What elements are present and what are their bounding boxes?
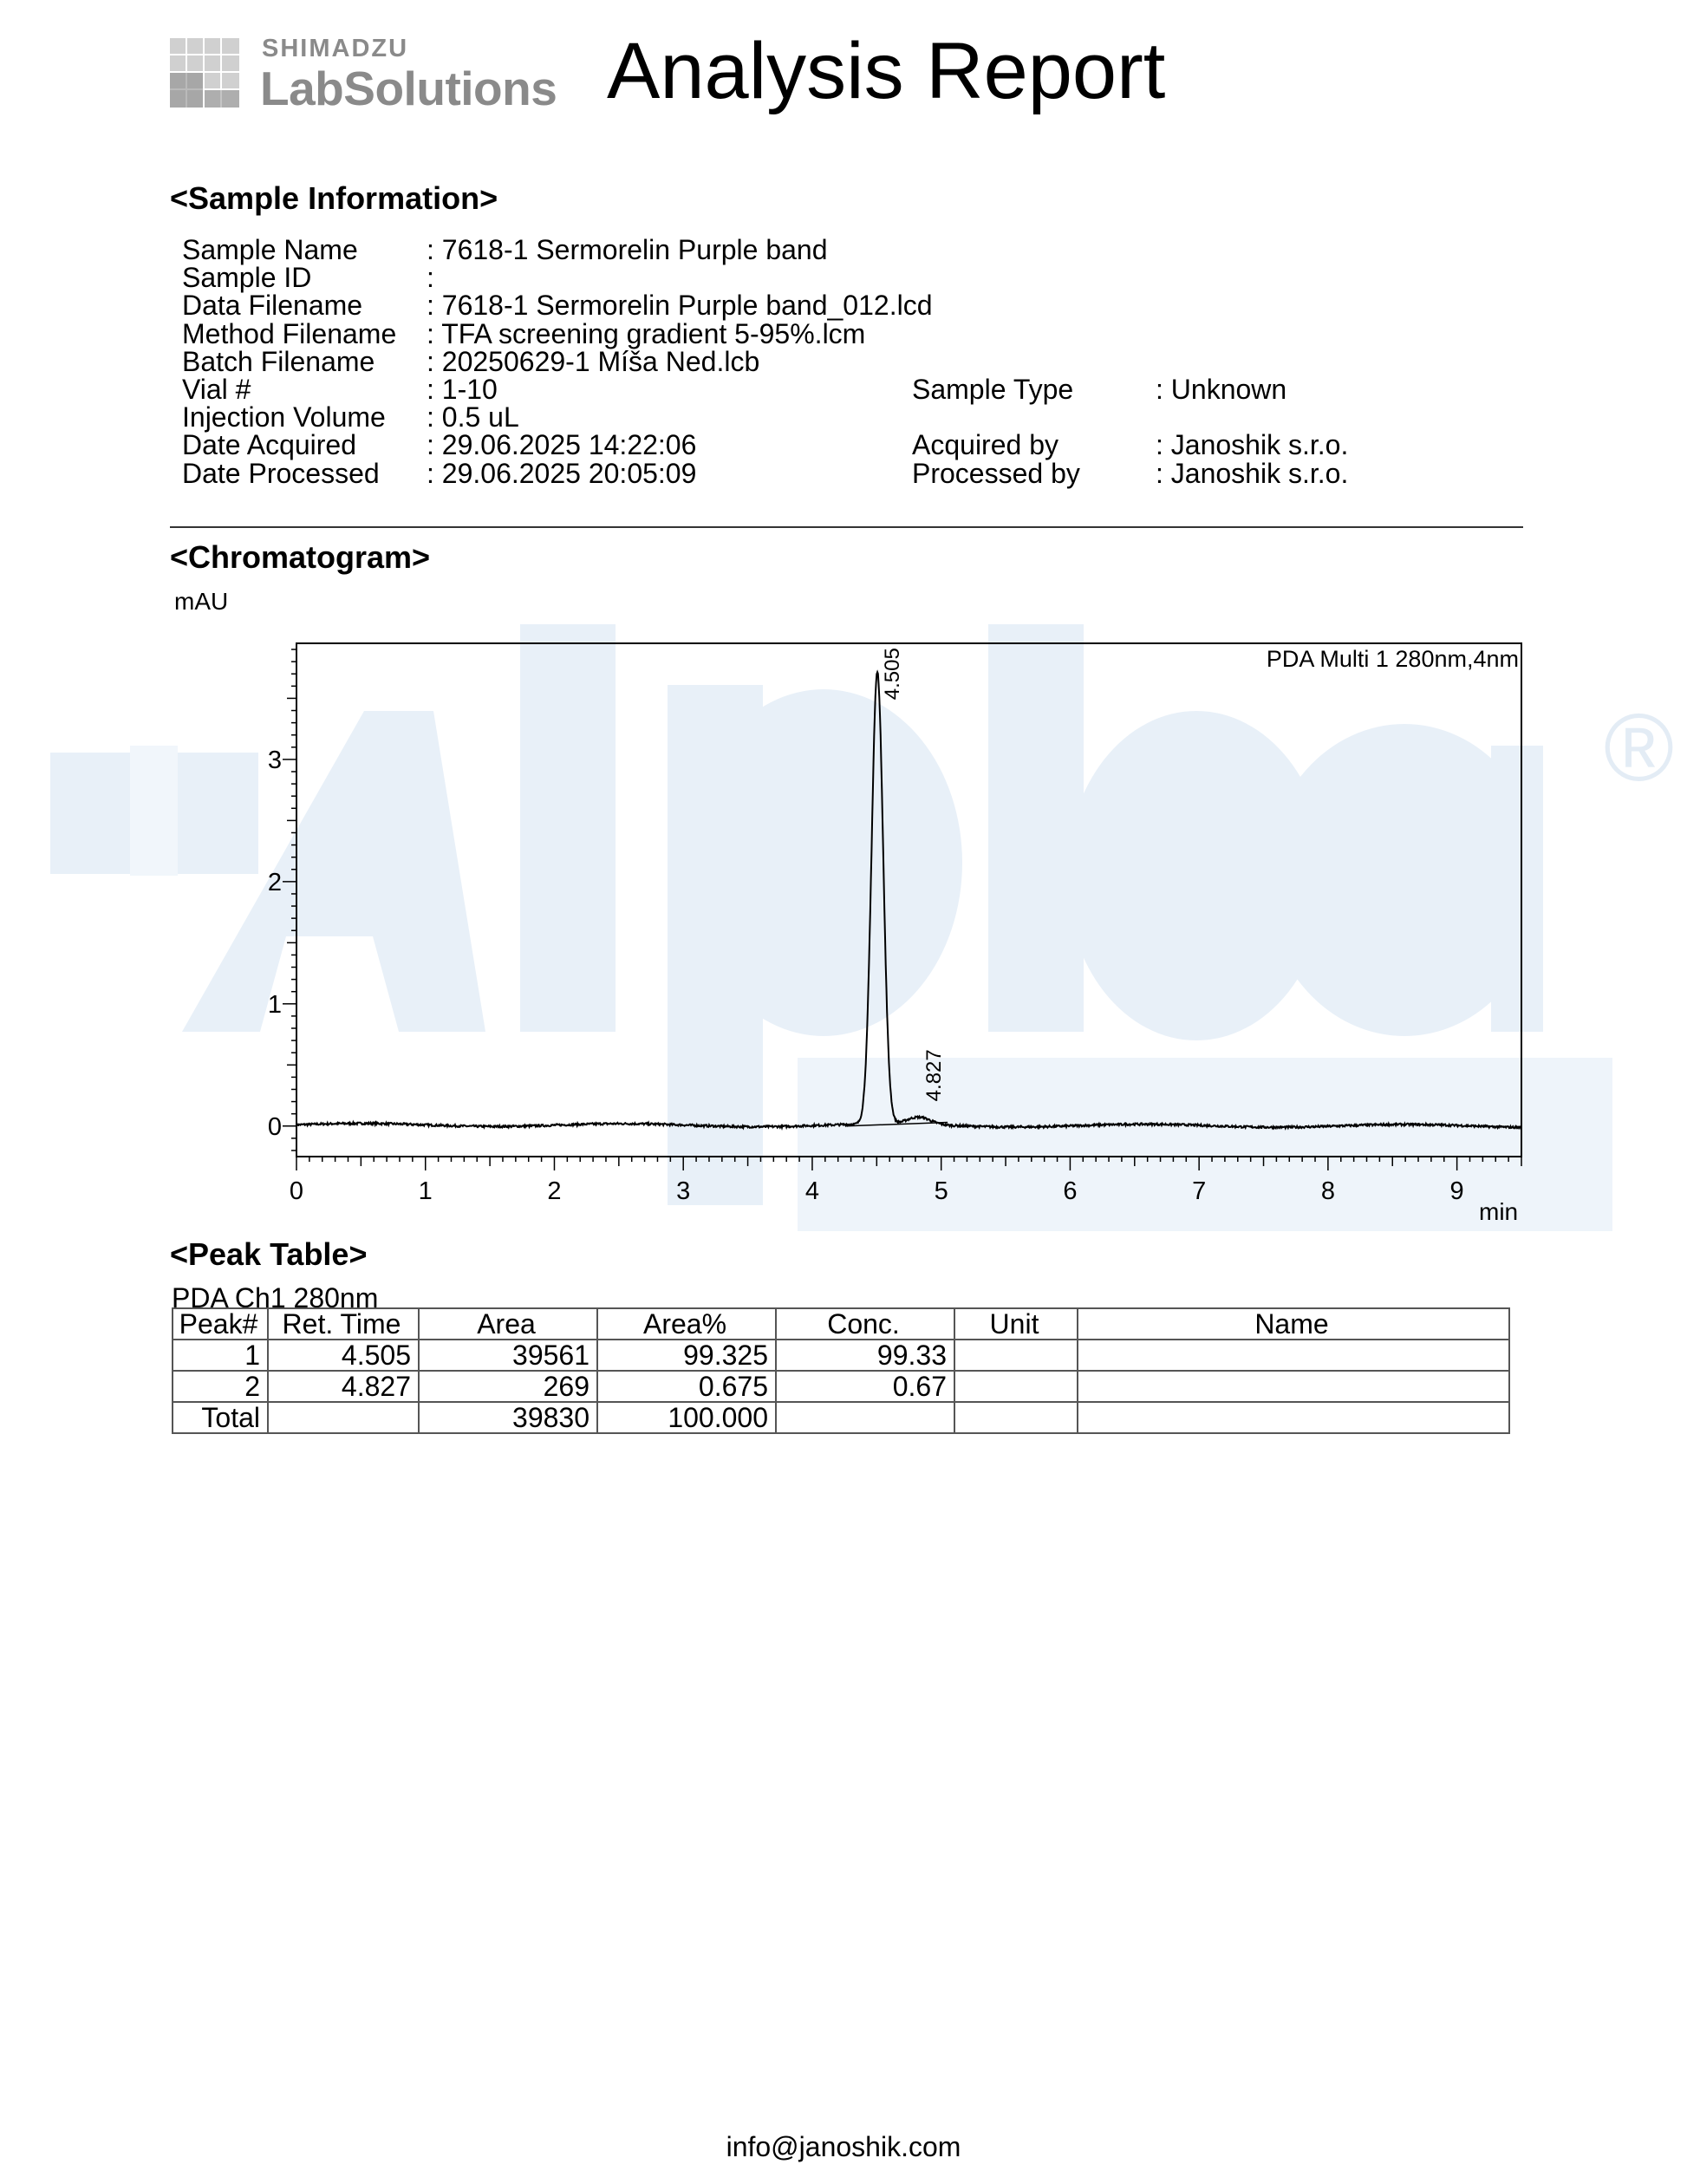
- section-divider: [170, 526, 1523, 528]
- peak-table: [172, 1307, 1510, 1434]
- footer-email: info@janoshik.com: [726, 2131, 961, 2162]
- x-tick-label: 2: [547, 1177, 562, 1205]
- table-cell: [1078, 1371, 1509, 1402]
- peak-table-header-row: [173, 1308, 1509, 1340]
- y-tick-label: 1: [267, 990, 282, 1019]
- logo-grid-icon: [170, 38, 239, 108]
- table-cell: 1: [173, 1340, 268, 1371]
- table-row: [173, 1402, 1509, 1433]
- column-header: Conc.: [776, 1308, 954, 1340]
- table-cell: Total: [173, 1402, 268, 1433]
- table-cell: [1078, 1402, 1509, 1433]
- info-value-right: : Unknown: [1156, 374, 1287, 405]
- x-tick-label: 0: [289, 1177, 304, 1205]
- chromatogram-heading: <Chromatogram>: [170, 539, 431, 575]
- table-cell: 0.675: [597, 1371, 776, 1402]
- peak-label: 4.505: [881, 648, 905, 701]
- table-cell: 39830: [419, 1402, 597, 1433]
- column-header: Ret. Time: [268, 1308, 419, 1340]
- table-cell: 0.67: [776, 1371, 954, 1402]
- table-cell: [776, 1402, 954, 1433]
- peak-table-heading: <Peak Table>: [170, 1236, 368, 1272]
- info-label-right: Acquired by: [912, 429, 1058, 460]
- table-row: [173, 1340, 1509, 1371]
- peak-label: 4.827: [922, 1049, 946, 1102]
- x-tick-label: 7: [1192, 1177, 1207, 1205]
- info-label: Injection Volume: [182, 401, 386, 433]
- info-label-right: Processed by: [912, 458, 1080, 489]
- info-value: : 29.06.2025 14:22:06: [427, 429, 697, 460]
- info-value: : 7618-1 Sermorelin Purple band_012.lcd: [427, 290, 933, 321]
- shimadzu-labsolutions-logo: [170, 35, 560, 113]
- info-value: : TFA screening gradient 5-95%.lcm: [427, 318, 866, 349]
- y-tick-label: 2: [267, 868, 282, 896]
- table-cell: [954, 1402, 1078, 1433]
- info-label: Vial #: [182, 374, 251, 405]
- logo-product: LabSolutions: [260, 62, 557, 115]
- table-cell: [954, 1340, 1078, 1371]
- x-tick-label: 6: [1063, 1177, 1078, 1205]
- table-cell: 4.505: [268, 1340, 419, 1371]
- table-row: [173, 1371, 1509, 1402]
- report-title: Analysis Report: [607, 27, 1166, 115]
- x-tick-label: 3: [676, 1177, 691, 1205]
- table-cell: 39561: [419, 1340, 597, 1371]
- info-label: Data Filename: [182, 290, 363, 321]
- x-tick-label: 9: [1449, 1177, 1464, 1205]
- info-value: : 1-10: [427, 374, 498, 405]
- logo-brand: SHIMADZU: [262, 35, 409, 62]
- table-cell: [268, 1402, 419, 1433]
- info-label: Method Filename: [182, 318, 397, 349]
- column-header: Peak#: [173, 1308, 268, 1340]
- info-value: : 20250629-1 Míša Ned.lcb: [427, 346, 760, 377]
- column-header: Name: [1078, 1308, 1509, 1340]
- table-cell: 99.33: [776, 1340, 954, 1371]
- x-tick-label: 1: [418, 1177, 433, 1205]
- column-header: Area%: [597, 1308, 776, 1340]
- y-tick-label: 3: [267, 746, 282, 774]
- x-axis-unit-label: min: [1479, 1198, 1519, 1225]
- table-cell: 2: [173, 1371, 268, 1402]
- table-cell: 100.000: [597, 1402, 776, 1433]
- x-tick-label: 5: [934, 1177, 948, 1205]
- peak-table-body: [173, 1340, 1509, 1433]
- info-label: Batch Filename: [182, 346, 375, 377]
- info-value: : 0.5 uL: [427, 401, 519, 433]
- table-cell: 99.325: [597, 1340, 776, 1371]
- info-value: : 29.06.2025 20:05:09: [427, 458, 697, 489]
- sample-info-heading: <Sample Information>: [170, 180, 498, 216]
- info-label: Sample ID: [182, 262, 312, 293]
- column-header: Area: [419, 1308, 597, 1340]
- y-tick-label: 0: [267, 1112, 282, 1141]
- info-label: Date Acquired: [182, 429, 357, 460]
- info-label: Date Processed: [182, 458, 380, 489]
- info-value-right: : Janoshik s.r.o.: [1156, 429, 1349, 460]
- table-cell: [954, 1371, 1078, 1402]
- info-value-right: : Janoshik s.r.o.: [1156, 458, 1349, 489]
- table-cell: 4.827: [268, 1371, 419, 1402]
- peak-table-channel: PDA Ch1 280nm: [172, 1282, 379, 1314]
- info-label: Sample Name: [182, 234, 358, 265]
- info-label-right: Sample Type: [912, 374, 1074, 405]
- watermark-registered: ®: [1604, 694, 1675, 801]
- table-cell: 269: [419, 1371, 597, 1402]
- x-tick-label: 4: [804, 1177, 820, 1205]
- chart-legend-text: PDA Multi 1 280nm,4nm: [1266, 646, 1519, 672]
- table-cell: [1078, 1340, 1509, 1371]
- y-axis-unit-label: mAU: [174, 588, 229, 615]
- x-tick-label: 8: [1320, 1177, 1335, 1205]
- column-header: Unit: [954, 1308, 1078, 1340]
- info-value: : 7618-1 Sermorelin Purple band: [427, 234, 828, 265]
- info-value: :: [427, 262, 434, 293]
